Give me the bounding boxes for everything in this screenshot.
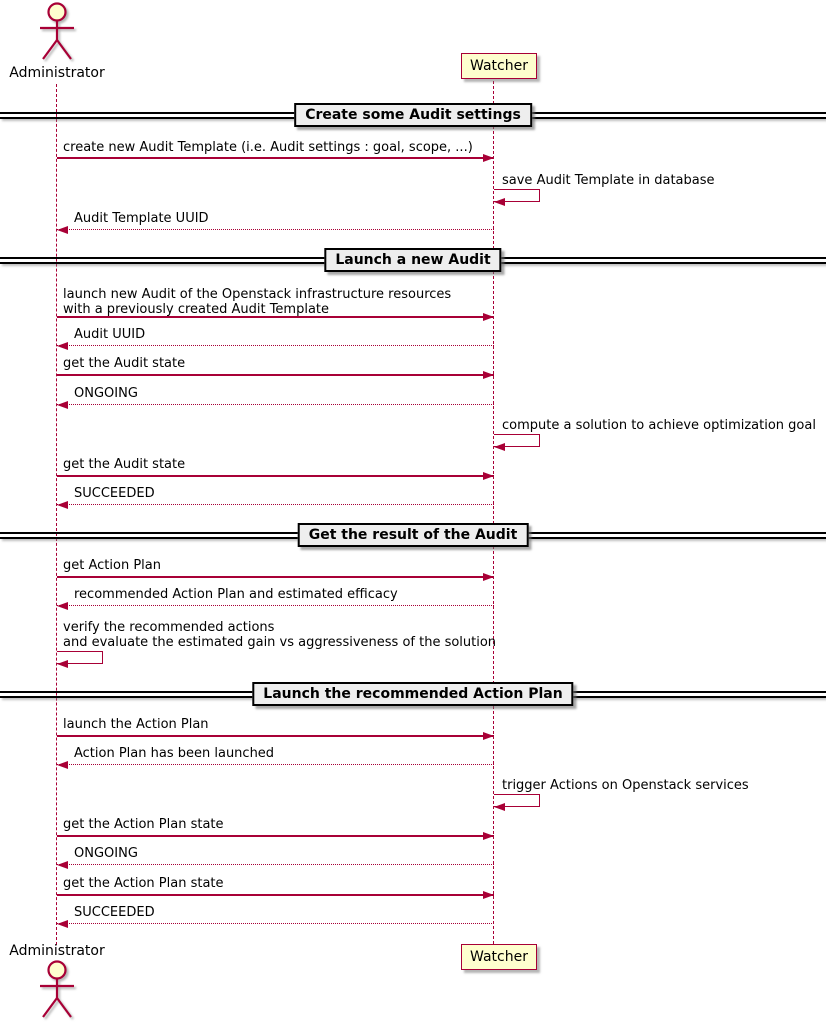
- divider-label: Launch a new Audit: [324, 248, 501, 272]
- arrowhead-right-icon: [483, 371, 494, 379]
- message-label: Action Plan has been launched: [74, 746, 275, 761]
- lifeline-watcher: [493, 81, 494, 944]
- message-label: Audit Template UUID: [74, 211, 209, 226]
- arrowhead-right-icon: [483, 154, 494, 162]
- actor-icon: [32, 960, 82, 1020]
- message-label: [63, 620, 496, 650]
- message-label: SUCCEEDED: [74, 486, 155, 501]
- arrowhead-right-icon: [483, 732, 494, 740]
- arrowhead-right-icon: [483, 573, 494, 581]
- divider-label: Get the result of the Audit: [298, 523, 529, 547]
- arrowhead-left-icon: [494, 803, 505, 811]
- message-line: [57, 605, 494, 606]
- participant-watcher-bottom: Watcher: [461, 944, 537, 970]
- message-line: [57, 864, 494, 865]
- arrowhead-right-icon: [483, 891, 494, 899]
- message-line: [57, 374, 494, 376]
- arrowhead-left-icon: [57, 920, 68, 928]
- message-line: [57, 576, 494, 578]
- arrowhead-left-icon: [57, 861, 68, 869]
- arrowhead-right-icon: [483, 313, 494, 321]
- message-label-line: launch new Audit of the Openstack infrastructure resources: [63, 287, 452, 302]
- actor-administrator-label-top: Administrator: [9, 65, 105, 81]
- arrowhead-left-icon: [57, 342, 68, 350]
- message-label: get the Audit state: [63, 356, 186, 371]
- message-label: compute a solution to achieve optimization goal: [502, 418, 816, 433]
- message-line: [57, 735, 494, 737]
- message-label: [63, 287, 451, 317]
- message-label: recommended Action Plan and estimated efficacy: [74, 587, 398, 602]
- arrowhead-left-icon: [57, 401, 68, 409]
- message-label: create new Audit Template (i.e. Audit settings : goal, scope, ...): [63, 140, 473, 155]
- divider-label: Launch the recommended Action Plan: [252, 682, 573, 706]
- message-label: Audit UUID: [74, 327, 146, 342]
- message-label: get the Action Plan state: [63, 876, 224, 891]
- participant-watcher-top: Watcher: [461, 53, 537, 79]
- message-line: [57, 894, 494, 896]
- message-label: trigger Actions on Openstack services: [502, 778, 749, 793]
- message-line: [57, 764, 494, 765]
- arrowhead-left-icon: [57, 226, 68, 234]
- divider-label: Create some Audit settings: [294, 103, 532, 127]
- message-label: ONGOING: [74, 846, 138, 861]
- message-line: [57, 404, 494, 405]
- arrowhead-left-icon: [57, 602, 68, 610]
- message-label: ONGOING: [74, 386, 138, 401]
- arrowhead-right-icon: [483, 832, 494, 840]
- message-label-line: verify the recommended actions: [63, 620, 275, 635]
- message-line: [57, 229, 494, 230]
- actor-administrator-label-bottom: Administrator: [9, 943, 105, 959]
- message-label: get the Action Plan state: [63, 817, 224, 832]
- arrowhead-right-icon: [483, 472, 494, 480]
- message-line: [57, 475, 494, 477]
- actor-icon: [32, 2, 82, 62]
- message-line: [57, 157, 494, 159]
- message-label: get Action Plan: [63, 558, 161, 573]
- message-line: [57, 835, 494, 837]
- message-label: SUCCEEDED: [74, 905, 155, 920]
- arrowhead-left-icon: [57, 501, 68, 509]
- message-line: [57, 345, 494, 346]
- arrowhead-left-icon: [494, 443, 505, 451]
- message-label: save Audit Template in database: [502, 173, 715, 188]
- message-label: launch the Action Plan: [63, 717, 209, 732]
- message-label-line: with a previously created Audit Template: [63, 302, 330, 317]
- message-label-line: and evaluate the estimated gain vs aggressiveness of the solution: [63, 635, 497, 650]
- lifeline-administrator: [56, 84, 57, 945]
- message-line: [57, 504, 494, 505]
- arrowhead-left-icon: [57, 660, 68, 668]
- arrowhead-left-icon: [57, 761, 68, 769]
- message-line: [57, 923, 494, 924]
- message-label: get the Audit state: [63, 457, 186, 472]
- arrowhead-left-icon: [494, 198, 505, 206]
